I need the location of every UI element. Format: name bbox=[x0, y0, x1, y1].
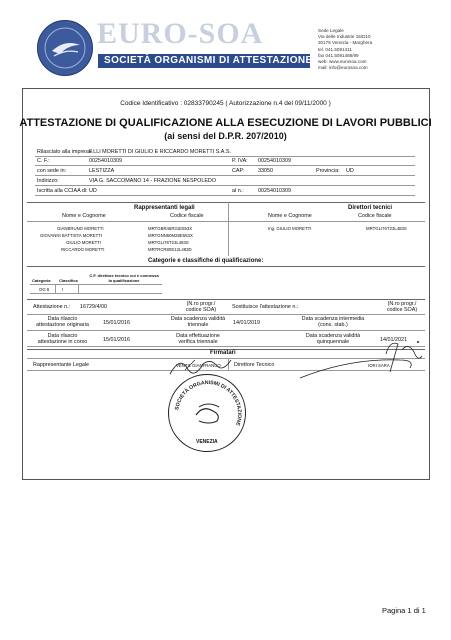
technical-director-label: Direttore Tecnico bbox=[234, 362, 275, 368]
rep-cf: MRTGLI76T23L483S bbox=[148, 240, 189, 245]
representatives-title: Rappresentanti legali bbox=[134, 205, 195, 211]
cciaa-number-value: 00254010309 bbox=[258, 188, 291, 194]
quinquennial-date-value: 14/01/2021 bbox=[380, 337, 407, 343]
class-header: Classifica bbox=[59, 278, 78, 283]
column-divider bbox=[228, 202, 229, 256]
legal-rep-label: Rappresentante Legale bbox=[33, 362, 90, 368]
divider bbox=[35, 195, 415, 196]
column-divider bbox=[55, 284, 56, 293]
address-line: Via delle Industrie 15/D10 bbox=[318, 34, 371, 40]
divider bbox=[27, 221, 425, 222]
address-value: VIA G. SACCOMANO 14 - FRAZIONE NESPOLEDO bbox=[89, 178, 217, 184]
province-value: UD bbox=[346, 168, 354, 174]
address-line: tel. 041.5091411 bbox=[318, 46, 352, 52]
signatories-title: Firmatari bbox=[210, 350, 236, 356]
section-divider bbox=[27, 299, 425, 300]
piva-value: 00254010309 bbox=[258, 158, 291, 164]
rep-name-header: Nome e Cognome bbox=[62, 213, 106, 219]
dir-cf-header: Codice fiscale bbox=[358, 213, 392, 219]
rep-name: RICCARDO MORETTI bbox=[61, 247, 105, 252]
cf-label: C. F.: bbox=[37, 158, 50, 164]
dir-name-header: Nome e Cognome bbox=[268, 213, 312, 219]
stamp-ring-text: SOCIETÀ ORGANISMI DI ATTESTAZIONE bbox=[174, 379, 243, 427]
eurosoa-logo bbox=[37, 20, 93, 76]
rep-cf: MRTGNN50M28E553X bbox=[148, 233, 193, 238]
cciaa-value: UD bbox=[89, 188, 97, 194]
address-line: web: www.eurosoa.com bbox=[318, 59, 367, 65]
technical-director-value: IORI SARA bbox=[368, 363, 390, 368]
attestation-number-label: Attestazione n.: bbox=[33, 304, 71, 310]
brand-subtitle: SOCIETÀ ORGANISMI DI ATTESTAZIONE bbox=[104, 55, 313, 66]
triennial-date-value: 14/01/2019 bbox=[233, 320, 260, 326]
divider bbox=[35, 175, 415, 176]
divider bbox=[27, 314, 425, 315]
divider bbox=[35, 156, 415, 157]
page-indicator: Pagina 1 di 1 bbox=[382, 606, 426, 615]
original-date-value: 15/01/2016 bbox=[103, 320, 130, 326]
substitutes-note: (N.ro progr./ codice SOA) bbox=[386, 301, 418, 313]
brand-name: EURO-SOA bbox=[97, 17, 264, 50]
divider bbox=[30, 284, 162, 285]
address-line: fax 041.5091488/99 bbox=[318, 52, 359, 58]
current-date-value: 15/01/2016 bbox=[103, 337, 130, 343]
cf-value: 00254010309 bbox=[89, 158, 122, 164]
issued-label: Rilasciato alla impresa: bbox=[37, 149, 93, 155]
attestation-number-note: (N.ro progr./ codice SOA) bbox=[185, 301, 217, 313]
attestation-number-value: 16729/4/00 bbox=[80, 304, 107, 310]
substitutes-label: Sostituisce l'attestazione n.: bbox=[232, 304, 299, 310]
address-line: 30175 Venezia - Marghera bbox=[318, 40, 373, 46]
dir-name: Ing. GIULIO MORETTI bbox=[268, 226, 312, 231]
intermediate-date-label: Data scadenza intermedia (cons. stab.) bbox=[301, 316, 365, 328]
technical-director-signature bbox=[290, 330, 430, 390]
rep-cf-header: Codice fiscale bbox=[170, 213, 204, 219]
stamp-city: VENEZIA bbox=[196, 439, 218, 445]
document-title: ATTESTAZIONE DI QUALIFICAZIONE ALLA ESECUZIONE DI LAVORI PUBBLICI bbox=[19, 117, 432, 129]
legal-rep-value: VENTIL GIANFRANCO bbox=[176, 363, 221, 368]
section-divider bbox=[27, 266, 425, 267]
address-label: Indirizzo: bbox=[37, 178, 59, 184]
document-subtitle: (ai sensi del D.P.R. 207/2010) bbox=[164, 131, 287, 141]
rep-name: GIANBRUNO MORETTI bbox=[57, 226, 104, 231]
divider bbox=[35, 185, 415, 186]
divider bbox=[35, 165, 415, 166]
piva-label: P. IVA: bbox=[232, 158, 248, 164]
address-line: mail: info@eurosoa.com bbox=[318, 65, 368, 71]
triennial-date-label: Data scadenza validità triennale bbox=[170, 316, 226, 328]
identification-code: Codice Identificativo : 02833790245 ( Autorizzazione n.4 del 09/11/2000 ) bbox=[120, 100, 331, 107]
category-header: Categoria bbox=[32, 278, 51, 283]
seat-label: con sede in: bbox=[37, 168, 67, 174]
rep-name: GIULIO MORETTI bbox=[66, 240, 102, 245]
class-value: I bbox=[62, 287, 64, 292]
cap-label: CAP: bbox=[232, 168, 245, 174]
dir-cf: MRTGLI76T23L483S bbox=[366, 226, 407, 231]
cciaa-label: Iscritta alla CCIAA di: bbox=[37, 188, 88, 194]
rep-name: GIOVANNI BATTISTA MORETTI bbox=[40, 233, 103, 238]
column-divider bbox=[78, 284, 79, 293]
quinquennial-date-label: Data scadenza validità quinquennale bbox=[305, 333, 361, 345]
divider bbox=[30, 293, 162, 294]
company-address bbox=[318, 28, 372, 71]
rep-cf: MRTGBR46R31E553X bbox=[148, 226, 193, 231]
seat-value: LESTIZZA bbox=[89, 168, 115, 174]
logo-wing-icon bbox=[38, 21, 92, 75]
section-divider bbox=[27, 202, 425, 203]
categories-title: Categorie e classifiche di qualificazione: bbox=[148, 258, 264, 264]
rep-cf: MRTRCR80E12L483D bbox=[148, 247, 192, 252]
cap-value: 33050 bbox=[258, 168, 273, 174]
issued-value: F.LLI MORETTI DI GIULIO E RICCARDO MORETTI S.A.S. bbox=[89, 149, 231, 155]
address-line: Sede Legale bbox=[318, 28, 344, 33]
director-cf-header: C.F. direttore tecnico cui è connessa la qualificazione bbox=[89, 273, 159, 283]
verification-date-label: Data effettuazione verifica triennale bbox=[176, 333, 220, 345]
svg-text:SOCIETÀ ORGANISMI DI ATTESTAZI bbox=[174, 380, 242, 427]
province-label: Provincia: bbox=[316, 168, 340, 174]
original-date-label: Data rilascio attestazione originaria bbox=[36, 316, 89, 328]
directors-title: Direttori tecnici bbox=[348, 205, 393, 211]
cciaa-number-label: al n.: bbox=[232, 188, 244, 194]
category-value: OG 6 bbox=[39, 287, 50, 292]
current-date-label: Data rilascio attestazione in corso bbox=[37, 333, 88, 345]
